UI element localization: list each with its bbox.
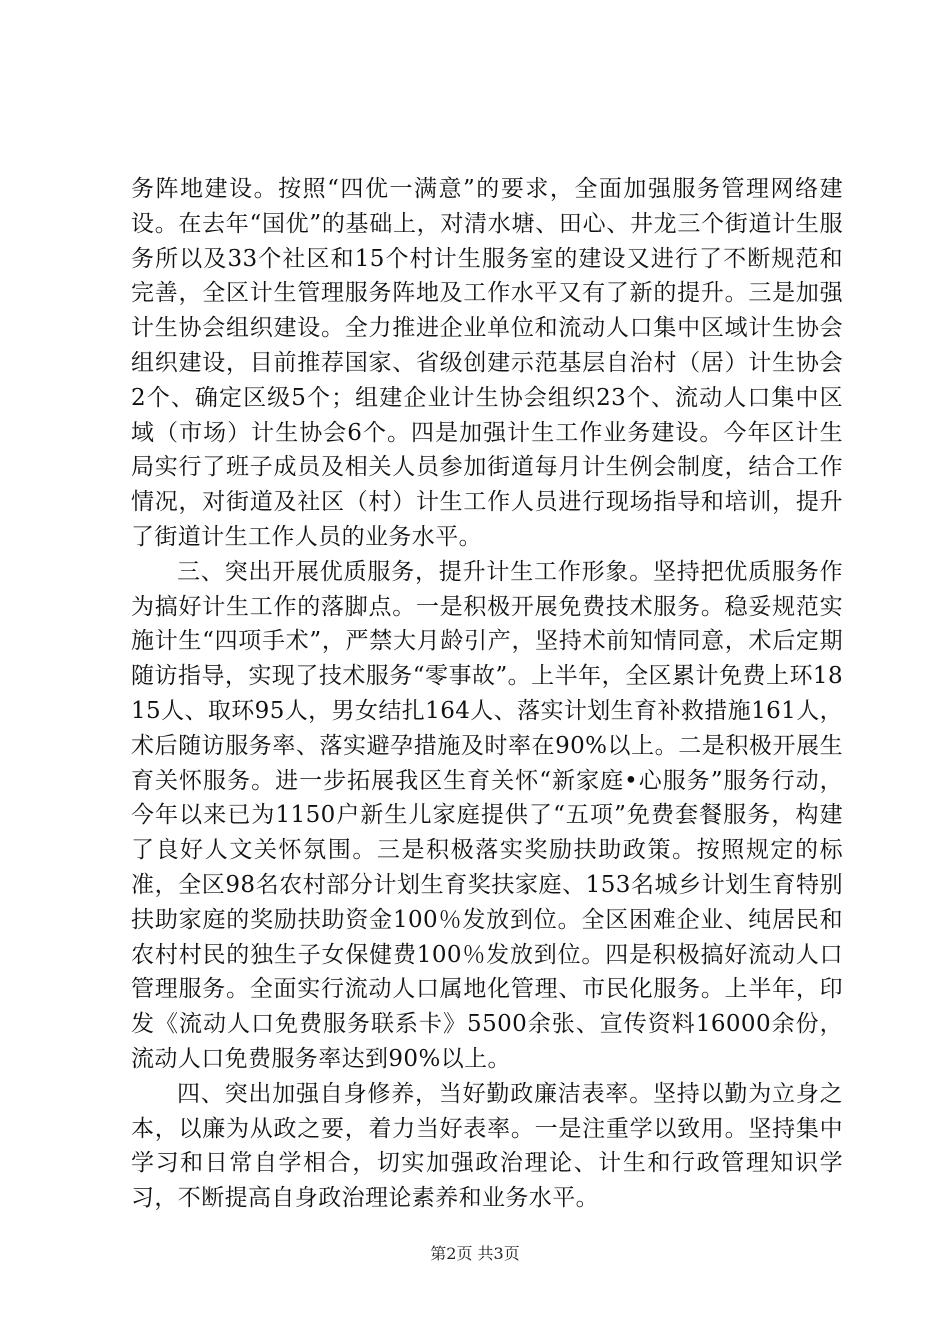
paragraph-3: 四、突出加强自身修养，当好勤政廉洁表率。坚持以勤为立身之本，以廉为从政之要，着力当好表率。一是注重学以致用。坚持集中学习和日常自学相合，切实加强政治理论、计生和行政管理知识学习，不断提高自身政治理论素养和业务水平。 [131,1080,843,1212]
paragraph-2: 三、突出开展优质服务，提升计生工作形象。坚持把优质服务作为搞好计生工作的落脚点。一是积极开展免费技术服务。稳妥规范实施计生“四项手术”，严禁大月龄引产，坚持术前知情同意，术后定期随访指导，实现了技术服务“零事故”。上半年，全区累计免费上环1815人、取环95人，男女结扎164人、落实计划生育补救措施161人，术后随访服务率、落实避孕措施及时率在90%以上。二是积极开展生育关怀服务。进一步拓展我区生育关怀“新家庭•心服务”服务行动，今年以来已为1150户新生儿家庭提供了“五项”免费套餐服务，构建了良好人文关怀氛围。三是积极落实奖励扶助政策。按照规定的标准，全区98名农村部分计划生育奖扶家庭、153名城乡计划生育特别扶助家庭的奖励扶助资金100％发放到位。全区困难企业、纯居民和农村村民的独生子女保健费100％发放到位。四是积极搞好流动人口管理服务。全面实行流动人口属地化管理、市民化服务。上半年，印发《流动人口免费服务联系卡》5500余张、宣传资料16000余份，流动人口免费服务率达到90%以上。 [131,558,843,1072]
document-body [131,172,843,1216]
page-footer: 第2页 共3页 [430,1244,520,1263]
paragraph-1: 务阵地建设。按照“四优一满意”的要求，全面加强服务管理网络建设。在去年“国优”的基础上，对清水塘、田心、井龙三个街道计生服务所以及33个社区和15个村计生服务室的建设又进行了不断规范和完善，全区计生管理服务阵地及工作水平又有了新的提升。三是加强计生协会组织建设。全力推进企业单位和流动人口集中区域计生协会组织建设，目前推荐国家、省级创建示范基层自治村（居）计生协会2个、确定区级5个；组建企业计生协会组织23个、流动人口集中区域（市场）计生协会6个。四是加强计生工作业务建设。今年区计生局实行了班子成员及相关人员参加街道每月计生例会制度，结合工作情况，对街道及社区（村）计生工作人员进行现场指导和培训，提升了街道计生工作人员的业务水平。 [131,176,843,550]
